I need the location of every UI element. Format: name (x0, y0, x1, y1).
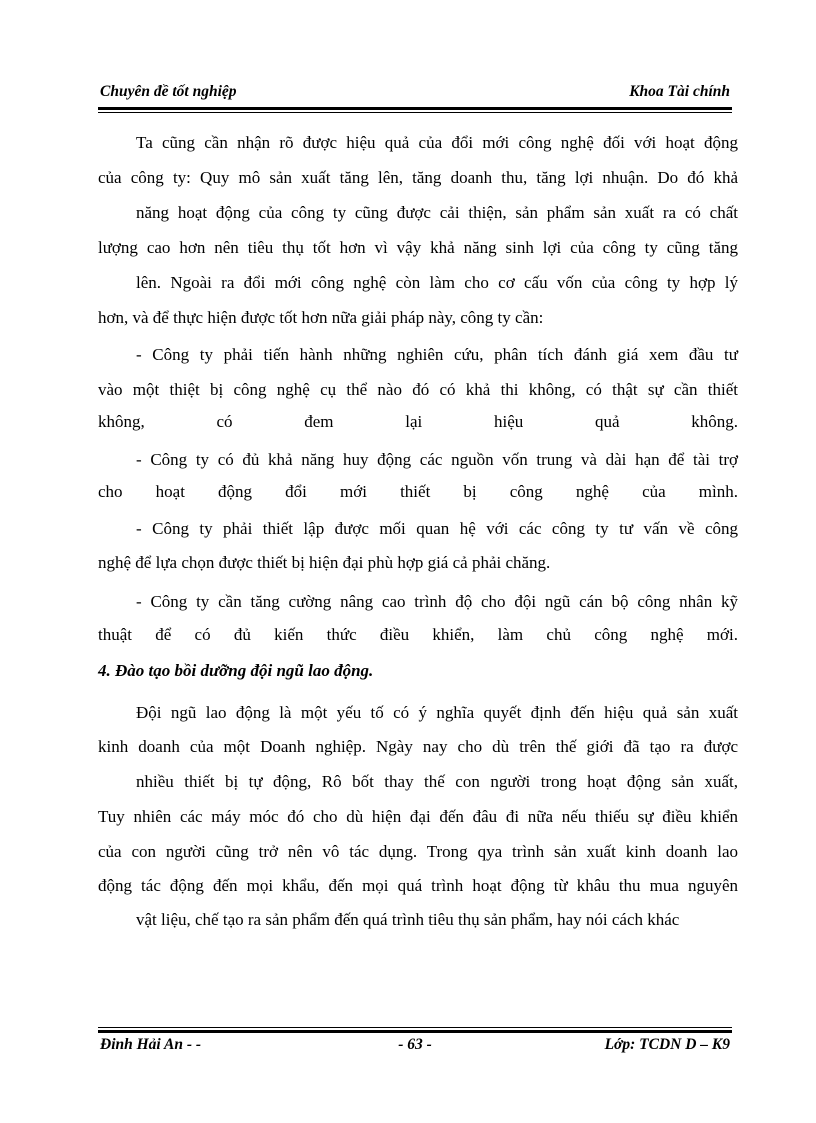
footer-rule-thin (98, 1027, 732, 1028)
body-line: của công ty: Quy mô sản xuất tăng lên, tăng doanh thu, tăng lợi nhuận. Do đó khả (98, 168, 738, 187)
body-line: động tác động đến mọi khẩu, đến mọi quá trình hoạt động từ khâu thu mua nguyên (98, 876, 738, 895)
body-line: cho hoạt động đổi mới thiết bị công nghệ của mình. (98, 482, 738, 501)
body-line: của con người cũng trở nên vô tác dụng. Trong qya trình sản xuất kinh doanh lao (98, 842, 738, 861)
page-number: - 63 - (398, 1036, 432, 1053)
body-line: - Công ty có đủ khả năng huy động các nguồn vốn trung và dài hạn để tài trợ (136, 450, 738, 469)
page-header (98, 80, 732, 106)
body-line: Tuy nhiên các máy móc đó cho dù hiện đại đến đâu đi nữa nếu thiếu sự điều khiển (98, 807, 738, 826)
footer-author: Đinh Hải An - - (100, 1036, 202, 1053)
body-line: lên. Ngoài ra đổi mới công nghệ còn làm cho cơ cấu vốn của công ty hợp lý (136, 273, 738, 292)
body-line: năng hoạt động của công ty cũng được cải thiện, sản phẩm sản xuất ra có chất (136, 203, 738, 222)
body-line: không, có đem lại hiệu quả không. (98, 412, 738, 431)
body-line: - Công ty phải thiết lập được mối quan hệ với các công ty tư vấn về công (136, 519, 738, 538)
footer-class: Lớp: TCDN D – K9 (604, 1036, 730, 1053)
footer-rule (98, 1030, 732, 1033)
body-line: kinh doanh của một Doanh nghiệp. Ngày nay cho dù trên thế giới đã tạo ra được (98, 737, 738, 756)
body-line: vật liệu, chế tạo ra sản phẩm đến quá trình tiêu thụ sản phẩm, hay nói cách khác (136, 910, 680, 929)
body-line: nhiều thiết bị tự động, Rô bốt thay thế con người trong hoạt động sản xuất, (136, 772, 738, 791)
body-line: Đội ngũ lao động là một yếu tố có ý nghĩa quyết định đến hiệu quả sản xuất (136, 703, 738, 722)
section-heading: 4. Đào tạo bồi dưỡng đội ngũ lao động. (98, 661, 374, 680)
body-line: Ta cũng cần nhận rõ được hiệu quả của đổi mới công nghệ đối với hoạt động (136, 133, 738, 152)
header-rule (98, 107, 732, 110)
header-title: Chuyên đề tốt nghiệp (100, 83, 237, 100)
body-line: nghệ để lựa chọn được thiết bị hiện đại phù hợp giá cả phải chăng. (98, 553, 551, 572)
body-line: - Công ty cần tăng cường nâng cao trình độ cho đội ngũ cán bộ công nhân kỹ (136, 592, 738, 611)
header-rule-thin (98, 112, 732, 113)
body-line: vào một thiệt bị công nghệ cụ thể nào đó có khả thi không, có thật sự cần thiết (98, 380, 738, 399)
page-footer (98, 1036, 732, 1058)
body-line: hơn, và để thực hiện được tốt hơn nữa giải pháp này, công ty cần: (98, 308, 544, 327)
body-line: lượng cao hơn nên tiêu thụ tốt hơn vì vậy khả năng sinh lợi của công ty cũng tăng (98, 238, 738, 257)
body-line: thuật để có đủ kiến thức điều khiển, làm chủ công nghệ mới. (98, 625, 738, 644)
body-line: - Công ty phải tiến hành những nghiên cứu, phân tích đánh giá xem đầu tư (136, 345, 738, 364)
header-department: Khoa Tài chính (629, 83, 730, 100)
